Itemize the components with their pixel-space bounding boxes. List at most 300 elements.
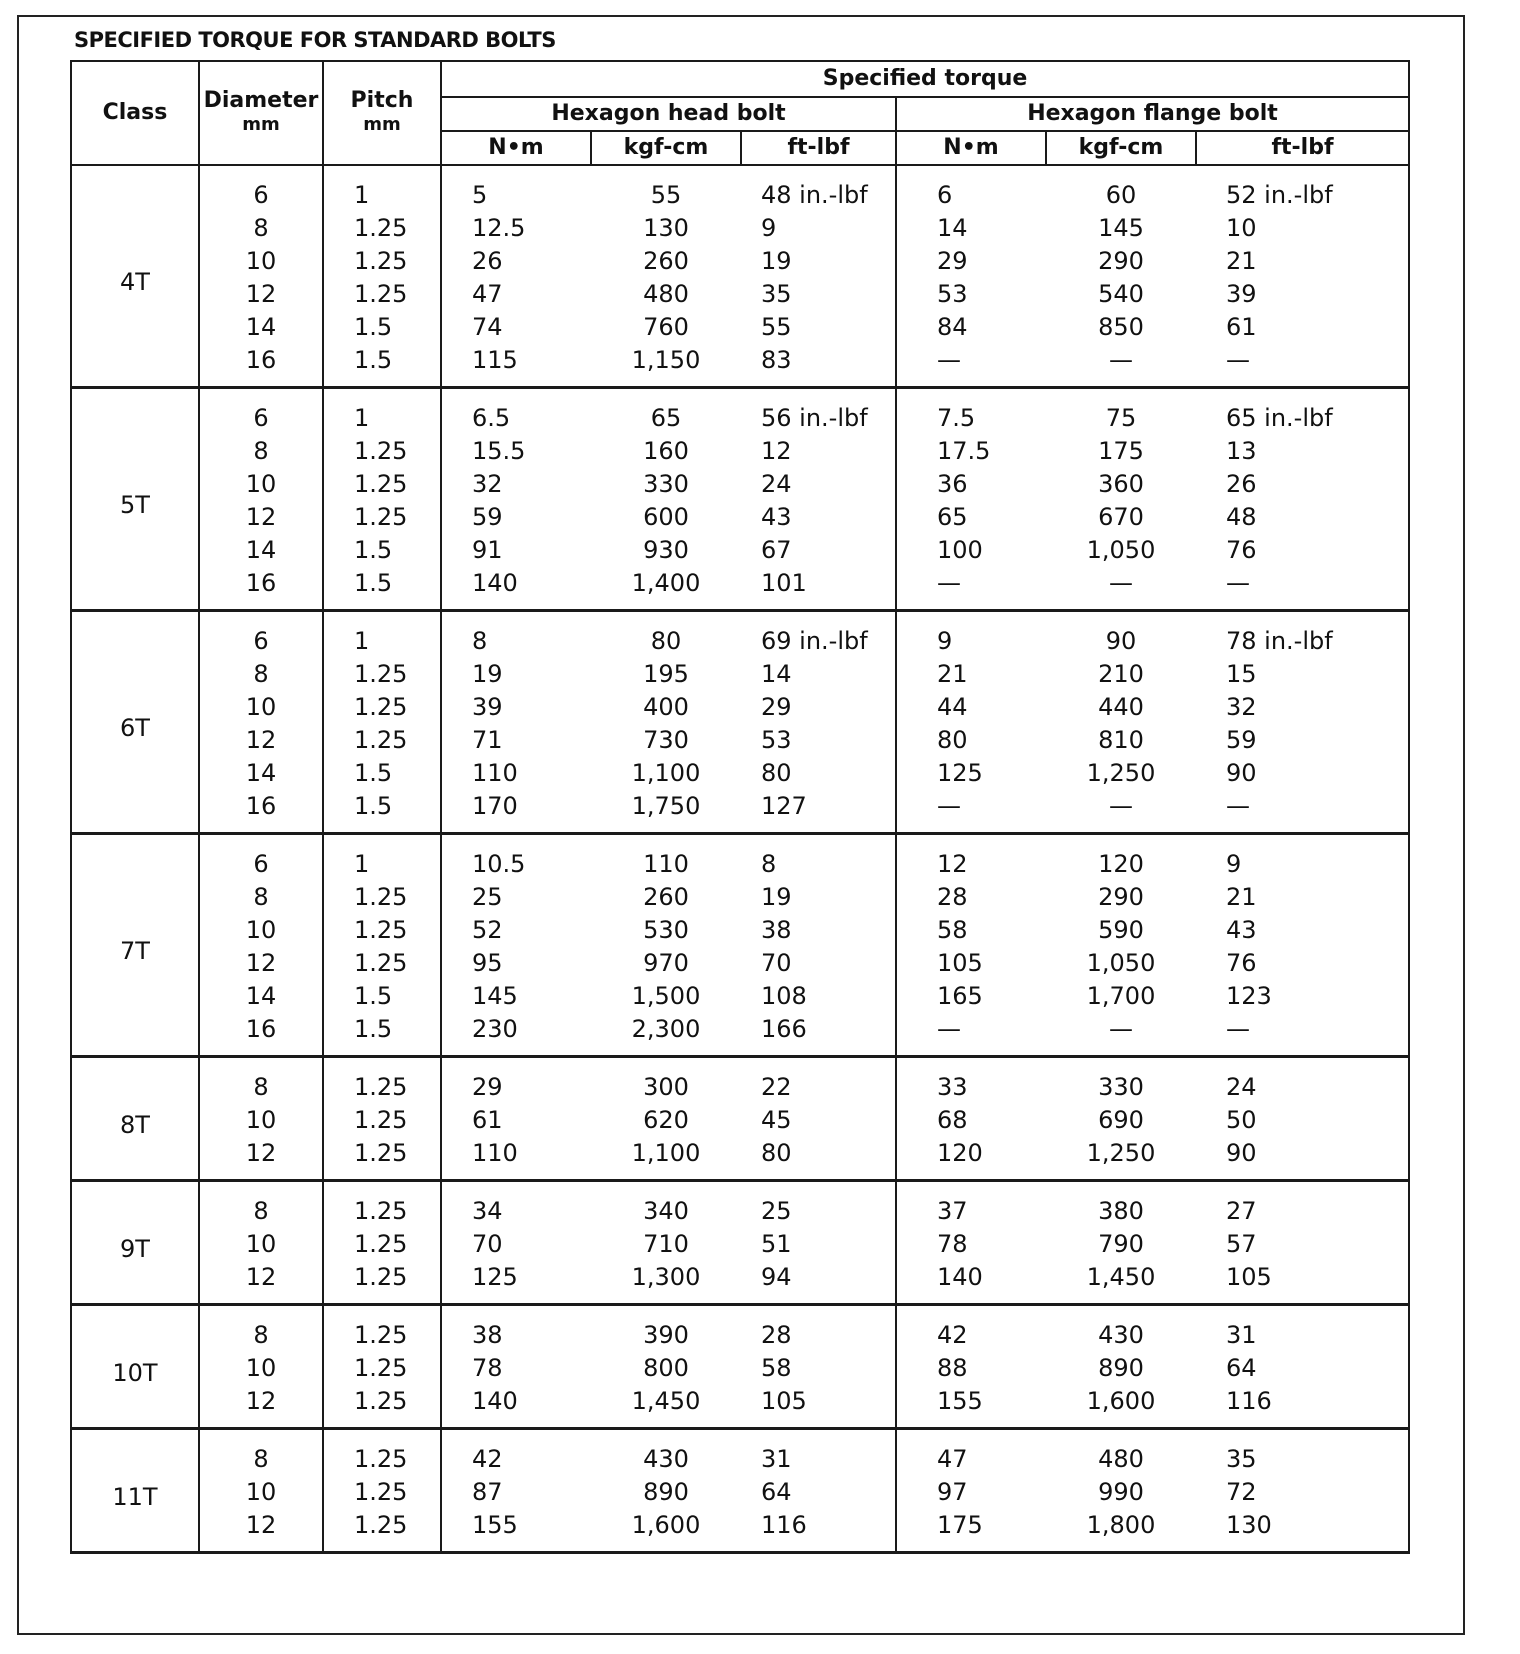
flange-nm-cell: 53 xyxy=(937,279,968,308)
head-nm-cell: 39 xyxy=(472,692,503,721)
pitch-cell: 1.25 xyxy=(323,690,441,723)
pitch-cell: 1.5 xyxy=(323,756,441,789)
table-row xyxy=(71,1260,1409,1305)
flange-nm-cell: 12 xyxy=(937,849,968,878)
pitch-cell: 1.25 xyxy=(323,1227,441,1260)
flange-kgfcm-cell: 690 xyxy=(1098,1105,1144,1134)
head-nm-cell: 32 xyxy=(472,469,503,498)
table-row xyxy=(71,165,1409,211)
diameter-cell: 6 xyxy=(199,165,323,211)
pitch-cell: 1.25 xyxy=(323,1260,441,1305)
diameter-cell: 16 xyxy=(199,343,323,388)
flange-ftlbf-cell: 64 xyxy=(1196,1351,1409,1384)
table-row xyxy=(71,913,1409,946)
head-kgfcm-cell: 330 xyxy=(643,469,689,498)
header-flange-kgfcm: kgf-cm xyxy=(1046,131,1196,165)
diameter-cell: 8 xyxy=(199,211,323,244)
table-row xyxy=(71,611,1409,658)
flange-kgfcm-cell: — xyxy=(1046,1012,1196,1057)
pitch-cell: 1.25 xyxy=(323,1351,441,1384)
diameter-cell: 8 xyxy=(199,1429,323,1476)
head-kgfcm-cell: 80 xyxy=(650,626,682,655)
header-specified-torque: Specified torque xyxy=(441,61,1409,97)
table-row xyxy=(71,1136,1409,1181)
pitch-cell: 1 xyxy=(323,165,441,211)
flange-nm-cell: 47 xyxy=(937,1444,968,1473)
table-row xyxy=(71,211,1409,244)
head-kgfcm-cell: 1,400 xyxy=(591,566,741,611)
table-row xyxy=(71,310,1409,343)
table-row xyxy=(71,979,1409,1012)
class-cell: 5T xyxy=(71,388,199,611)
head-kgfcm-cell: 110 xyxy=(643,849,689,878)
diameter-cell: 8 xyxy=(199,657,323,690)
flange-ftlbf-cell: 24 xyxy=(1196,1057,1409,1104)
pitch-cell: 1.25 xyxy=(323,1103,441,1136)
head-nm-cell: 125 xyxy=(441,1260,591,1305)
flange-ftlbf-cell: 39 xyxy=(1196,277,1409,310)
pitch-cell: 1.5 xyxy=(323,343,441,388)
flange-ftlbf-cell: 78 in.-lbf xyxy=(1196,611,1409,658)
head-kgfcm-cell: 65 xyxy=(650,403,682,432)
head-ftlbf-cell: 56 in.-lbf xyxy=(741,388,896,435)
diameter-cell: 8 xyxy=(199,1305,323,1352)
table-row xyxy=(71,343,1409,388)
flange-nm-cell: — xyxy=(896,1012,1046,1057)
head-kgfcm-cell: 1,450 xyxy=(591,1384,741,1429)
flange-kgfcm-cell: 380 xyxy=(1098,1196,1144,1225)
flange-nm-cell: 88 xyxy=(937,1353,968,1382)
head-ftlbf-cell: 9 xyxy=(741,211,896,244)
head-nm-cell: 38 xyxy=(472,1320,503,1349)
head-kgfcm-cell: 400 xyxy=(643,692,689,721)
head-nm-cell: 19 xyxy=(472,659,503,688)
head-ftlbf-cell: 80 xyxy=(741,756,896,789)
head-kgfcm-cell: 340 xyxy=(643,1196,689,1225)
table-body xyxy=(71,165,1409,1553)
flange-nm-cell: 68 xyxy=(937,1105,968,1134)
pitch-cell: 1.25 xyxy=(323,1305,441,1352)
head-ftlbf-cell: 14 xyxy=(741,657,896,690)
head-nm-cell: 25 xyxy=(472,882,503,911)
head-ftlbf-cell: 28 xyxy=(741,1305,896,1352)
head-kgfcm-cell: 620 xyxy=(643,1105,689,1134)
head-ftlbf-cell: 80 xyxy=(741,1136,896,1181)
head-kgfcm-cell: 260 xyxy=(643,246,689,275)
head-kgfcm-cell: 800 xyxy=(643,1353,689,1382)
head-ftlbf-cell: 101 xyxy=(741,566,896,611)
pitch-cell: 1 xyxy=(323,834,441,881)
head-ftlbf-cell: 19 xyxy=(741,244,896,277)
pitch-cell: 1.5 xyxy=(323,310,441,343)
class-cell: 10T xyxy=(71,1305,199,1429)
pitch-cell: 1.25 xyxy=(323,723,441,756)
head-ftlbf-cell: 69 in.-lbf xyxy=(741,611,896,658)
flange-nm-cell: 140 xyxy=(896,1260,1046,1305)
flange-kgfcm-cell: 1,450 xyxy=(1046,1260,1196,1305)
flange-kgfcm-cell: 1,600 xyxy=(1046,1384,1196,1429)
head-nm-cell: 71 xyxy=(472,725,503,754)
table-row xyxy=(71,756,1409,789)
head-kgfcm-cell: 260 xyxy=(643,882,689,911)
flange-nm-cell: 80 xyxy=(937,725,968,754)
head-kgfcm-cell: 130 xyxy=(643,213,689,242)
flange-nm-cell: 175 xyxy=(896,1508,1046,1553)
head-nm-cell: 59 xyxy=(472,502,503,531)
diameter-cell: 14 xyxy=(199,533,323,566)
header-head-kgfcm: kgf-cm xyxy=(591,131,741,165)
flange-kgfcm-cell: 990 xyxy=(1098,1477,1144,1506)
diameter-cell: 8 xyxy=(199,880,323,913)
flange-kgfcm-cell: 290 xyxy=(1098,246,1144,275)
pitch-cell: 1.5 xyxy=(323,566,441,611)
torque-table xyxy=(70,60,1410,1554)
flange-kgfcm-cell: — xyxy=(1046,566,1196,611)
page-title: SPECIFIED TORQUE FOR STANDARD BOLTS xyxy=(74,28,556,52)
flange-kgfcm-cell: 890 xyxy=(1098,1353,1144,1382)
flange-nm-cell: 100 xyxy=(937,535,983,564)
flange-ftlbf-cell: 35 xyxy=(1196,1429,1409,1476)
flange-kgfcm-cell: 810 xyxy=(1098,725,1144,754)
flange-nm-cell: 28 xyxy=(937,882,968,911)
head-nm-cell: 115 xyxy=(441,343,591,388)
class-cell: 4T xyxy=(71,165,199,388)
table-row xyxy=(71,1057,1409,1104)
flange-nm-cell: 7.5 xyxy=(937,403,976,432)
flange-kgfcm-cell: 1,250 xyxy=(1046,1136,1196,1181)
flange-ftlbf-cell: 10 xyxy=(1196,211,1409,244)
head-nm-cell: 155 xyxy=(441,1508,591,1553)
head-ftlbf-cell: 19 xyxy=(741,880,896,913)
head-nm-cell: 74 xyxy=(472,312,503,341)
flange-ftlbf-cell: — xyxy=(1196,789,1409,834)
flange-ftlbf-cell: — xyxy=(1196,1012,1409,1057)
header-diameter-unit: mm xyxy=(242,114,280,135)
flange-nm-cell: 42 xyxy=(937,1320,968,1349)
flange-ftlbf-cell: — xyxy=(1196,566,1409,611)
diameter-cell: 12 xyxy=(199,277,323,310)
diameter-cell: 16 xyxy=(199,789,323,834)
flange-ftlbf-cell: 76 xyxy=(1196,533,1409,566)
head-kgfcm-cell: 1,100 xyxy=(631,758,701,787)
table-row xyxy=(71,467,1409,500)
header-head-nm: N•m xyxy=(441,131,591,165)
pitch-cell: 1.25 xyxy=(323,657,441,690)
pitch-cell: 1.5 xyxy=(323,979,441,1012)
pitch-cell: 1.25 xyxy=(323,880,441,913)
flange-kgfcm-cell: 145 xyxy=(1098,213,1144,242)
flange-ftlbf-cell: 76 xyxy=(1196,946,1409,979)
head-nm-cell: 10.5 xyxy=(472,849,526,878)
head-nm-cell: 110 xyxy=(441,1136,591,1181)
flange-kgfcm-cell: 1,800 xyxy=(1046,1508,1196,1553)
flange-nm-cell: 78 xyxy=(937,1229,968,1258)
flange-ftlbf-cell: 43 xyxy=(1196,913,1409,946)
head-nm-cell: 6.5 xyxy=(472,403,511,432)
diameter-cell: 12 xyxy=(199,723,323,756)
flange-ftlbf-cell: 13 xyxy=(1196,434,1409,467)
flange-kgfcm-cell: 670 xyxy=(1098,502,1144,531)
flange-ftlbf-cell: 15 xyxy=(1196,657,1409,690)
flange-nm-cell: — xyxy=(896,566,1046,611)
table-row xyxy=(71,1012,1409,1057)
header-hexagon-head-bolt: Hexagon head bolt xyxy=(441,97,896,131)
flange-kgfcm-cell: 175 xyxy=(1098,436,1144,465)
head-ftlbf-cell: 83 xyxy=(741,343,896,388)
flange-ftlbf-cell: 21 xyxy=(1196,880,1409,913)
diameter-cell: 14 xyxy=(199,979,323,1012)
flange-ftlbf-cell: 48 xyxy=(1196,500,1409,533)
diameter-cell: 16 xyxy=(199,1012,323,1057)
head-ftlbf-cell: 116 xyxy=(741,1508,896,1553)
flange-kgfcm-cell: 590 xyxy=(1098,915,1144,944)
pitch-cell: 1.25 xyxy=(323,467,441,500)
diameter-cell: 16 xyxy=(199,566,323,611)
head-nm-cell: 8 xyxy=(472,626,488,655)
table-row xyxy=(71,388,1409,435)
head-nm-cell: 140 xyxy=(441,1384,591,1429)
flange-kgfcm-cell: 480 xyxy=(1098,1444,1144,1473)
diameter-cell: 12 xyxy=(199,1508,323,1553)
head-kgfcm-cell: 1,750 xyxy=(591,789,741,834)
header-diameter: Diameter mm xyxy=(199,61,323,165)
head-ftlbf-cell: 8 xyxy=(741,834,896,881)
table-row xyxy=(71,1103,1409,1136)
head-ftlbf-cell: 166 xyxy=(741,1012,896,1057)
head-nm-cell: 91 xyxy=(472,535,503,564)
flange-ftlbf-cell: 57 xyxy=(1196,1227,1409,1260)
pitch-cell: 1.25 xyxy=(323,244,441,277)
flange-nm-cell: 165 xyxy=(937,981,983,1010)
flange-kgfcm-cell: 1,700 xyxy=(1086,981,1156,1010)
head-ftlbf-cell: 24 xyxy=(741,467,896,500)
diameter-cell: 8 xyxy=(199,1181,323,1228)
table-row xyxy=(71,277,1409,310)
head-ftlbf-cell: 48 in.-lbf xyxy=(741,165,896,211)
class-cell: 8T xyxy=(71,1057,199,1181)
head-ftlbf-cell: 70 xyxy=(741,946,896,979)
header-pitch-unit: mm xyxy=(363,114,401,135)
flange-ftlbf-cell: 32 xyxy=(1196,690,1409,723)
head-kgfcm-cell: 430 xyxy=(643,1444,689,1473)
head-nm-cell: 52 xyxy=(472,915,503,944)
class-cell: 6T xyxy=(71,611,199,834)
class-cell: 11T xyxy=(71,1429,199,1553)
pitch-cell: 1.25 xyxy=(323,500,441,533)
flange-nm-cell: — xyxy=(896,343,1046,388)
head-nm-cell: 12.5 xyxy=(472,213,526,242)
flange-nm-cell: 21 xyxy=(937,659,968,688)
table-row xyxy=(71,690,1409,723)
flange-kgfcm-cell: 210 xyxy=(1098,659,1144,688)
diameter-cell: 10 xyxy=(199,1103,323,1136)
header-flange-ftlbf: ft-lbf xyxy=(1196,131,1409,165)
head-ftlbf-cell: 55 xyxy=(741,310,896,343)
head-kgfcm-cell: 2,300 xyxy=(591,1012,741,1057)
diameter-cell: 8 xyxy=(199,434,323,467)
pitch-cell: 1.25 xyxy=(323,1181,441,1228)
table-row xyxy=(71,834,1409,881)
pitch-cell: 1 xyxy=(323,388,441,435)
diameter-cell: 14 xyxy=(199,310,323,343)
head-kgfcm-cell: 1,100 xyxy=(591,1136,741,1181)
diameter-cell: 8 xyxy=(199,1057,323,1104)
flange-ftlbf-cell: 130 xyxy=(1196,1508,1409,1553)
diameter-cell: 6 xyxy=(199,834,323,881)
pitch-cell: 1.25 xyxy=(323,946,441,979)
flange-ftlbf-cell: 31 xyxy=(1196,1305,1409,1352)
head-kgfcm-cell: 970 xyxy=(643,948,689,977)
flange-nm-cell: 120 xyxy=(896,1136,1046,1181)
table-row xyxy=(71,434,1409,467)
flange-ftlbf-cell: — xyxy=(1196,343,1409,388)
head-ftlbf-cell: 45 xyxy=(741,1103,896,1136)
pitch-cell: 1.5 xyxy=(323,1012,441,1057)
head-ftlbf-cell: 38 xyxy=(741,913,896,946)
flange-nm-cell: 44 xyxy=(937,692,968,721)
diameter-cell: 6 xyxy=(199,611,323,658)
flange-nm-cell: 58 xyxy=(937,915,968,944)
flange-kgfcm-cell: 540 xyxy=(1098,279,1144,308)
flange-ftlbf-cell: 26 xyxy=(1196,467,1409,500)
pitch-cell: 1.25 xyxy=(323,211,441,244)
flange-ftlbf-cell: 65 in.-lbf xyxy=(1196,388,1409,435)
head-kgfcm-cell: 195 xyxy=(643,659,689,688)
flange-ftlbf-cell: 105 xyxy=(1196,1260,1409,1305)
flange-nm-cell: 14 xyxy=(937,213,968,242)
flange-nm-cell: 125 xyxy=(937,758,983,787)
table-row xyxy=(71,1429,1409,1476)
head-ftlbf-cell: 64 xyxy=(741,1475,896,1508)
head-kgfcm-cell: 1,300 xyxy=(591,1260,741,1305)
class-cell: 9T xyxy=(71,1181,199,1305)
head-kgfcm-cell: 710 xyxy=(643,1229,689,1258)
head-kgfcm-cell: 530 xyxy=(643,915,689,944)
head-nm-cell: 42 xyxy=(472,1444,503,1473)
head-ftlbf-cell: 25 xyxy=(741,1181,896,1228)
flange-nm-cell: 29 xyxy=(937,246,968,275)
head-kgfcm-cell: 730 xyxy=(643,725,689,754)
pitch-cell: 1.25 xyxy=(323,1475,441,1508)
flange-kgfcm-cell: — xyxy=(1046,343,1196,388)
header-head-ftlbf: ft-lbf xyxy=(741,131,896,165)
diameter-cell: 10 xyxy=(199,690,323,723)
flange-kgfcm-cell: 90 xyxy=(1105,626,1137,655)
diameter-cell: 10 xyxy=(199,1351,323,1384)
table-row xyxy=(71,566,1409,611)
table-row xyxy=(71,789,1409,834)
table-row xyxy=(71,946,1409,979)
diameter-cell: 12 xyxy=(199,1260,323,1305)
head-kgfcm-cell: 55 xyxy=(650,180,682,209)
head-kgfcm-cell: 480 xyxy=(643,279,689,308)
flange-kgfcm-cell: 330 xyxy=(1098,1072,1144,1101)
header-class: Class xyxy=(71,61,199,165)
head-kgfcm-cell: 760 xyxy=(643,312,689,341)
table-row xyxy=(71,1181,1409,1228)
head-ftlbf-cell: 105 xyxy=(741,1384,896,1429)
head-nm-cell: 29 xyxy=(472,1072,503,1101)
pitch-cell: 1.25 xyxy=(323,277,441,310)
head-ftlbf-cell: 43 xyxy=(741,500,896,533)
diameter-cell: 12 xyxy=(199,500,323,533)
diameter-cell: 10 xyxy=(199,913,323,946)
flange-ftlbf-cell: 9 xyxy=(1196,834,1409,881)
flange-ftlbf-cell: 90 xyxy=(1196,756,1409,789)
flange-ftlbf-cell: 52 in.-lbf xyxy=(1196,165,1409,211)
head-ftlbf-cell: 35 xyxy=(741,277,896,310)
head-nm-cell: 34 xyxy=(472,1196,503,1225)
flange-kgfcm-cell: 850 xyxy=(1098,312,1144,341)
head-ftlbf-cell: 94 xyxy=(741,1260,896,1305)
head-kgfcm-cell: 160 xyxy=(643,436,689,465)
flange-nm-cell: 9 xyxy=(937,626,953,655)
diameter-cell: 14 xyxy=(199,756,323,789)
flange-nm-cell: 65 xyxy=(937,502,968,531)
head-kgfcm-cell: 600 xyxy=(643,502,689,531)
flange-kgfcm-cell: 440 xyxy=(1098,692,1144,721)
flange-ftlbf-cell: 59 xyxy=(1196,723,1409,756)
diameter-cell: 12 xyxy=(199,1136,323,1181)
diameter-cell: 10 xyxy=(199,244,323,277)
flange-ftlbf-cell: 61 xyxy=(1196,310,1409,343)
flange-kgfcm-cell: 1,250 xyxy=(1086,758,1156,787)
table-row xyxy=(71,1351,1409,1384)
diameter-cell: 10 xyxy=(199,1227,323,1260)
head-ftlbf-cell: 51 xyxy=(741,1227,896,1260)
diameter-cell: 10 xyxy=(199,1475,323,1508)
head-ftlbf-cell: 31 xyxy=(741,1429,896,1476)
table-row xyxy=(71,1384,1409,1429)
flange-nm-cell: 155 xyxy=(896,1384,1046,1429)
table-row xyxy=(71,1305,1409,1352)
head-ftlbf-cell: 22 xyxy=(741,1057,896,1104)
flange-nm-cell: 33 xyxy=(937,1072,968,1101)
table-row xyxy=(71,723,1409,756)
flange-ftlbf-cell: 27 xyxy=(1196,1181,1409,1228)
pitch-cell: 1 xyxy=(323,611,441,658)
table-row xyxy=(71,1508,1409,1553)
head-nm-cell: 5 xyxy=(472,180,488,209)
diameter-cell: 12 xyxy=(199,946,323,979)
flange-ftlbf-cell: 90 xyxy=(1196,1136,1409,1181)
header-hexagon-flange-bolt: Hexagon flange bolt xyxy=(896,97,1409,131)
pitch-cell: 1.25 xyxy=(323,1429,441,1476)
diameter-cell: 6 xyxy=(199,388,323,435)
head-kgfcm-cell: 1,600 xyxy=(591,1508,741,1553)
header-pitch: Pitch mm xyxy=(323,61,441,165)
pitch-cell: 1.25 xyxy=(323,913,441,946)
head-nm-cell: 95 xyxy=(472,948,503,977)
pitch-cell: 1.25 xyxy=(323,434,441,467)
flange-ftlbf-cell: 50 xyxy=(1196,1103,1409,1136)
head-kgfcm-cell: 930 xyxy=(643,535,689,564)
table-row xyxy=(71,657,1409,690)
head-kgfcm-cell: 300 xyxy=(643,1072,689,1101)
flange-nm-cell: 105 xyxy=(937,948,983,977)
head-ftlbf-cell: 67 xyxy=(741,533,896,566)
head-ftlbf-cell: 29 xyxy=(741,690,896,723)
flange-kgfcm-cell: 1,050 xyxy=(1086,535,1156,564)
diameter-cell: 10 xyxy=(199,467,323,500)
pitch-cell: 1.5 xyxy=(323,533,441,566)
class-cell: 7T xyxy=(71,834,199,1057)
flange-kgfcm-cell: 1,050 xyxy=(1086,948,1156,977)
head-nm-cell: 15.5 xyxy=(472,436,526,465)
flange-kgfcm-cell: 290 xyxy=(1098,882,1144,911)
head-ftlbf-cell: 12 xyxy=(741,434,896,467)
head-kgfcm-cell: 1,150 xyxy=(591,343,741,388)
